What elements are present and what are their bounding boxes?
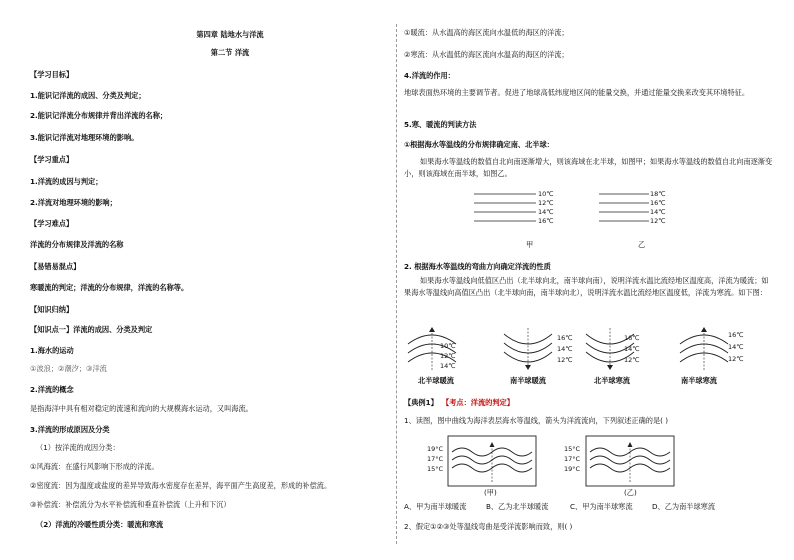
nh-warm-current-diagram <box>404 326 474 372</box>
question-figure-jia <box>444 432 544 490</box>
iso-label: 14℃ <box>538 208 554 216</box>
iso-label: 18℃ <box>650 190 666 198</box>
iso-label: 14℃ <box>650 208 666 216</box>
goal-item: 2.能识记洋流分布规律并背出洋流的名称； <box>30 111 168 120</box>
question-iso-label: 17°C <box>564 455 581 463</box>
diagram-label: 12℃ <box>728 355 744 363</box>
temperature-classification: （2）洋流的冷暖性质分类：暖流和寒流 <box>36 520 164 529</box>
subsection-sea-motion: 1.海水的运动 <box>30 346 74 355</box>
key-item: 2.洋流对地理环境的影响； <box>30 198 117 207</box>
caption-sh-warm: 南半球暖流 <box>510 376 546 385</box>
diagram-label: 14℃ <box>440 362 456 370</box>
key-item: 1.洋流的成因与判定； <box>30 177 103 186</box>
easy-mistake-heading: 【易错易混点】 <box>30 262 81 271</box>
subsection-concept: 2.洋流的概念 <box>30 385 74 394</box>
wind-current: ①风海流：在盛行风影响下形成的洋流。 <box>30 462 159 471</box>
diagram-label: 12℃ <box>624 356 640 364</box>
concept-text: 是指海洋中具有相对稳定的流速和流向的大规模海水运动，又叫海流。 <box>30 404 253 413</box>
nh-cold-current-diagram <box>582 326 652 372</box>
iso-label: 16℃ <box>538 217 554 225</box>
caption-nh-warm: 北半球暖流 <box>418 376 454 385</box>
diagram-label: 16℃ <box>624 334 640 342</box>
example-tag: 【典例1】 <box>404 398 438 407</box>
diagram-label: 16℃ <box>728 331 744 339</box>
goal-item: 3.能识记洋流对地理环境的影响。 <box>30 133 139 142</box>
goals-heading: 【学习目标】 <box>30 70 74 79</box>
diagram-label: 14℃ <box>624 345 640 353</box>
question-2: 2、假定①②③处等温线弯曲是受洋流影响而致，则( ) <box>404 522 573 531</box>
method-1-heading: ①根据海水等温线的分布规律确定南、北半球： <box>404 140 554 149</box>
column-divider <box>396 24 398 544</box>
question-iso-label: 15°C <box>564 445 581 453</box>
section-title: 第二节 洋流 <box>210 48 250 57</box>
question-iso-label: 19°C <box>427 445 444 453</box>
question-figure-caption: (甲) <box>484 488 497 497</box>
easy-mistake-text: 寒暖流的判定；洋流的分布规律，洋流的名称等。 <box>30 283 189 292</box>
chapter-title: 第四章 陆地水与洋流 <box>196 30 264 39</box>
example-note: 【考点：洋流的判定】 <box>442 398 514 407</box>
warm-current-def: ①暖流：从水温高的海区流向水温低的海区的洋流； <box>404 28 569 37</box>
figure-caption-yi: 乙 <box>638 240 646 249</box>
key-heading: 【学习重点】 <box>30 155 74 164</box>
option-d[interactable]: D、乙为南半球寒流 <box>652 502 716 511</box>
diagram-label: 12℃ <box>557 356 573 364</box>
judge-heading: 5.寒、暖流的判读方法 <box>404 120 477 129</box>
density-current: ②密度流：因为温度或盐度的差异导致海水密度存在差异，海平面产生高度差，形成的补偿流。 <box>30 481 332 490</box>
compensation-current: ③补偿流：补偿流分为水平补偿流和垂直补偿流（上升和下沉） <box>30 500 231 509</box>
question-iso-label: 17°C <box>427 455 444 463</box>
method-2-heading: 2. 根据海水等温线的弯曲方向确定洋流的性质 <box>404 262 551 271</box>
question-1: 1、读图，图中曲线为海洋表层海水等温线，箭头为洋流流向，下列叙述正确的是( ) <box>404 416 669 425</box>
cause-classification: （1）按洋流的成因分类： <box>36 443 120 452</box>
diagram-label: 10℃ <box>440 342 456 350</box>
question-iso-label: 15°C <box>427 465 444 473</box>
option-b[interactable]: B、乙为北半球暖流 <box>486 502 549 511</box>
caption-sh-cold: 南半球寒流 <box>681 376 717 385</box>
diagram-label: 12℃ <box>440 352 456 360</box>
knowledge-point-1-heading: 【知识点一】洋流的成因、分类及判定 <box>30 325 153 334</box>
diagram-label: 14℃ <box>728 343 744 351</box>
caption-nh-cold: 北半球寒流 <box>594 376 630 385</box>
difficulty-text: 洋流的分布规律及洋流的名称 <box>30 240 124 249</box>
iso-label: 12℃ <box>650 217 666 225</box>
iso-label: 16℃ <box>650 199 666 207</box>
figure-caption-jia: 甲 <box>526 240 534 249</box>
question-figure-caption: (乙) <box>624 488 637 497</box>
subsection-causes: 3.洋流的形成原因及分类 <box>30 425 110 434</box>
diagram-label: 16℃ <box>557 334 573 342</box>
cold-current-def: ②寒流：从水温低的海区流向水温高的海区的洋流； <box>404 50 569 59</box>
question-iso-label: 19°C <box>564 465 581 473</box>
goal-item: 1.能识记洋流的成因、分类及判定； <box>30 91 146 100</box>
option-a[interactable]: A、甲为南半球暖流 <box>404 502 467 511</box>
iso-label: 10℃ <box>538 190 554 198</box>
iso-label: 12℃ <box>538 199 554 207</box>
difficulty-heading: 【学习难点】 <box>30 219 74 228</box>
isotherm-figure-yi <box>595 188 685 230</box>
question-figure-yi <box>582 432 682 490</box>
option-c[interactable]: C、甲为南半球寒流 <box>570 502 633 511</box>
sea-motion-items: ①波浪；②潮汐；③洋流 <box>30 364 107 373</box>
method-2-text: 如果海水等温线向低值区凸出（北半球向北，南半球向南），说明洋流水温比流经地区温度高，洋流为暖流；如果海水等温线向高值区凸出（北半球向南，南半球向北），说明洋流水温比流经地区温度低，洋流为寒流。如下图： <box>404 276 769 297</box>
role-text: 地球表面热环境的主要调节者。促进了地球高低纬度地区间的能量交换，并通过能量交换来改变其环境特征。 <box>404 88 750 97</box>
summary-heading: 【知识归纳】 <box>30 305 74 314</box>
role-heading: 4.洋流的作用： <box>404 71 455 80</box>
diagram-label: 14℃ <box>557 345 573 353</box>
method-1-text: 如果海水等温线的数值自北向南逐渐增大，则该海域在北半球，如图甲；如果海水等温线的数值自北向南逐渐变小，则该海域在南半球，如图乙。 <box>404 157 773 178</box>
isotherm-figure-jia <box>470 188 585 230</box>
